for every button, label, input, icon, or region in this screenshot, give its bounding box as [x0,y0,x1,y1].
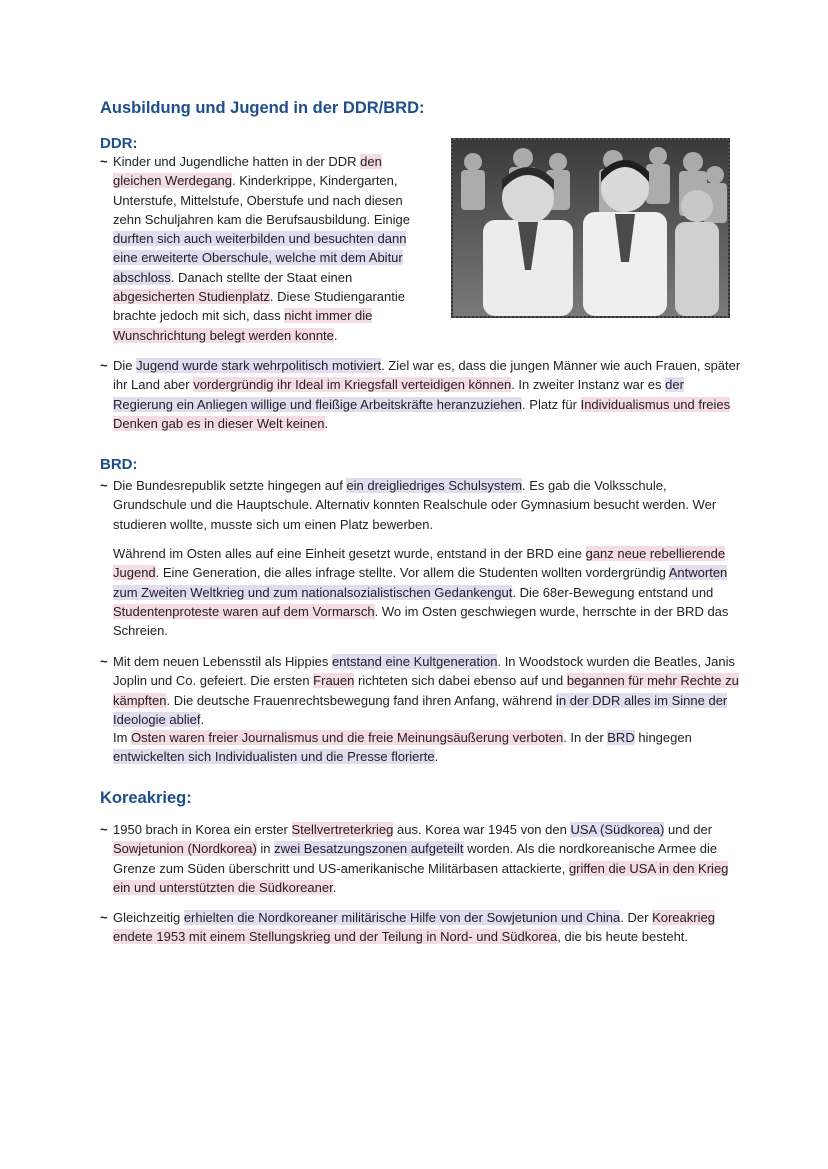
bullet-tilde: ~ [100,154,108,169]
ddr-paragraph-1: ~ Kinder und Jugendliche hatten in der DDR den gleichen Werdegang. Kinderkrippe, Kindergarten, Unterstufe, Mittelstufe, Oberstufe und nach diesen zehn Schuljahren kam die Berufsausbildung. Einige durften sich auch weiterbilden und besuchten dann eine erweiterte Oberschule, welche mit dem Abitur abschloss. Danach stellte der Staat einen abgesicherten Studienplatz. Diese Studiengarantie brachte jedoch mit sich, dass nicht immer die Wunschrichtung belegt werden konnte. [100,154,411,343]
brd-paragraph-3: ~ Mit dem neuen Lebensstil als Hippies entstand eine Kultgeneration. In Woodstock wurden die Beatles, Janis Joplin und Co. gefeiert. Die ersten Frauen richteten sich dabei ebenso auf und begannen für mehr Rechte zu kämpften. Die deutsche Frauenrechtsbewegung fand ihren Anfang, während in der DDR alles im Sinne der Ideologie ablief. [100,654,739,727]
photo-illustration [453,140,728,316]
korea-paragraph-1: ~ 1950 brach in Korea ein erster Stellvertreterkrieg aus. Korea war 1945 von den USA (Südkorea) und der Sowjetunion (Nordkorea) in zwei Besatzungszonen aufgeteilt worden. Als die nordkoreanische Armee die Grenze zum Süden überschritt und US-amerikanische Militärbasen attackierte, griffen die USA in den Krieg ein und unterstützten die Südkoreaner. [100,822,729,895]
section-heading-korea: Koreakrieg: [100,789,192,807]
ddr-paragraph-2: ~ Die Jugend wurde stark wehrpolitisch motiviert. Ziel war es, dass die jungen Männer wie auch Frauen, später ihr Land aber vordergründig ihr Ideal im Kriegsfall verteidigen können. In zweiter Instanz war es der Regierung ein Anliegen willige und fleißige Arbeitskräfte heranzuziehen. Platz für Individualismus und freies Denken gab es in dieser Welt keinen. [100,358,741,431]
brd-paragraph-2: Während im Osten alles auf eine Einheit gesetzt wurde, entstand in der BRD eine ganz neue rebellierende Jugend. Eine Generation, die alles infrage stellte. Vor allem die Studenten wollten vordergründig Antworten zum Zweiten Weltkrieg und zum nationalsozialistischen Gedankengut. Die 68er-Bewegung entstand und Studentenproteste waren auf dem Vormarsch. Wo im Osten geschwiegen wurde, herrschte in der BRD das Schreien. [113,546,729,639]
brd-paragraph-1: ~ Die Bundesrepublik setzte hingegen auf ein dreigliedriges Schulsystem. Es gab die Volksschule, Grundschule und die Hauptschule. Alternativ konnten Realschule oder Gymnasium besucht werden. Wer studieren wollte, musste sich um einen Platz bewerben. [100,478,717,532]
korea-paragraph-2: ~ Gleichzeitig erhielten die Nordkoreaner militärische Hilfe von der Sowjetunion und China. Der Koreakrieg endete 1953 mit einem Stellungskrieg und der Teilung in Nord- und Südkorea, die bis heute besteht. [100,910,715,945]
page-title: Ausbildung und Jugend in der DDR/BRD: [100,99,425,117]
bullet-tilde: ~ [100,910,108,925]
bullet-tilde: ~ [100,358,108,373]
bullet-tilde: ~ [100,478,108,493]
pioneer-children-photo [451,138,730,318]
section-heading-brd: BRD: [100,456,138,473]
brd-paragraph-4: Im Osten waren freier Journalismus und die freie Meinungsäußerung verboten. In der BRD hingegen entwickelten sich Individualisten und die Presse florierte. [113,730,692,765]
section-heading-ddr: DDR: [100,135,138,152]
bullet-tilde: ~ [100,654,108,669]
bullet-tilde: ~ [100,822,108,837]
